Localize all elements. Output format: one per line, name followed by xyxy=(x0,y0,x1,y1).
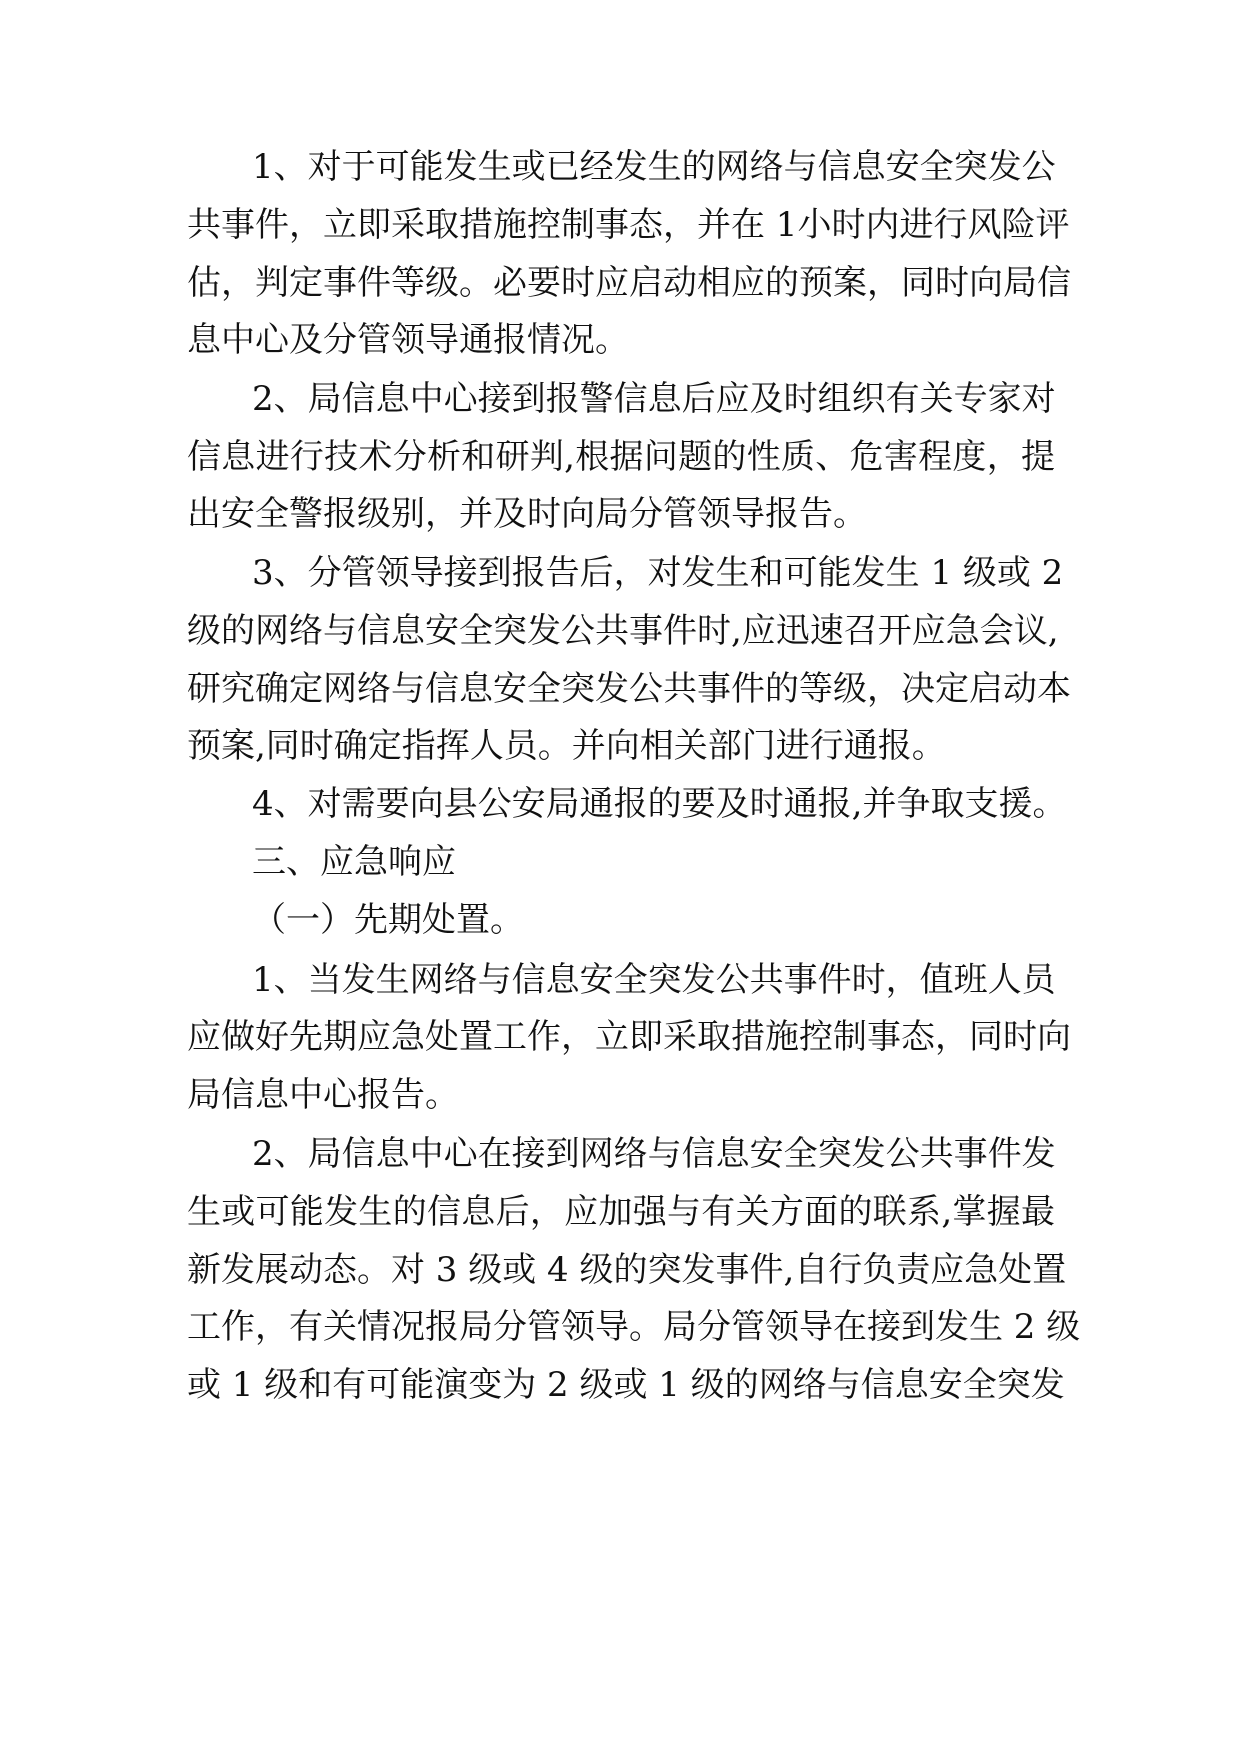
paragraph-1-line-2: 共事件，立即采取措施控制事态，并在 1小时内进行风险评 xyxy=(187,205,1070,245)
paragraph-1-line-3: 估，判定事件等级。必要时应启动相应的预案，同时向局信 xyxy=(187,263,1071,303)
paragraph-6-line-5: 或 1 级和有可能演变为 2 级或 1 级的网络与信息安全突发 xyxy=(187,1365,1065,1405)
section-heading-emergency-response: 三、应急响应 xyxy=(252,842,456,882)
paragraph-4-line-1: 4、对需要向县公安局通报的要及时通报,并争取支援。 xyxy=(252,784,1067,824)
paragraph-3-line-3: 研究确定网络与信息安全突发公共事件的等级，决定启动本 xyxy=(187,669,1071,709)
paragraph-6-line-3: 新发展动态。对 3 级或 4 级的突发事件,自行负责应急处置 xyxy=(187,1250,1067,1290)
paragraph-6-line-4: 工作，有关情况报局分管领导。局分管领导在接到发生 2 级 xyxy=(187,1307,1081,1347)
paragraph-1-line-4: 息中心及分管领导通报情况。 xyxy=(187,320,629,360)
paragraph-3-line-2: 级的网络与信息安全突发公共事件时,应迅速召开应急会议, xyxy=(187,611,1059,651)
paragraph-6-line-1: 2、局信息中心在接到网络与信息安全突发公共事件发 xyxy=(252,1134,1056,1174)
paragraph-3-line-1: 3、分管领导接到报告后，对发生和可能发生 1 级或 2 xyxy=(252,553,1064,593)
subsection-heading-initial-handling: （一）先期处置。 xyxy=(252,900,524,940)
paragraph-3-line-4: 预案,同时确定指挥人员。并向相关部门进行通报。 xyxy=(187,726,946,766)
paragraph-2-line-2: 信息进行技术分析和研判,根据问题的性质、危害程度，提 xyxy=(187,437,1055,477)
paragraph-5-line-2: 应做好先期应急处置工作，立即采取措施控制事态，同时向 xyxy=(187,1017,1071,1057)
paragraph-2-line-3: 出安全警报级别，并及时向局分管领导报告。 xyxy=(187,494,867,534)
paragraph-1-line-1: 1、对于可能发生或已经发生的网络与信息安全突发公 xyxy=(252,147,1056,187)
paragraph-5-line-1: 1、当发生网络与信息安全突发公共事件时，值班人员 xyxy=(252,960,1056,1000)
paragraph-2-line-1: 2、局信息中心接到报警信息后应及时组织有关专家对 xyxy=(252,379,1056,419)
paragraph-5-line-3: 局信息中心报告。 xyxy=(187,1075,459,1115)
paragraph-6-line-2: 生或可能发生的信息后，应加强与有关方面的联系,掌握最 xyxy=(187,1192,1055,1232)
